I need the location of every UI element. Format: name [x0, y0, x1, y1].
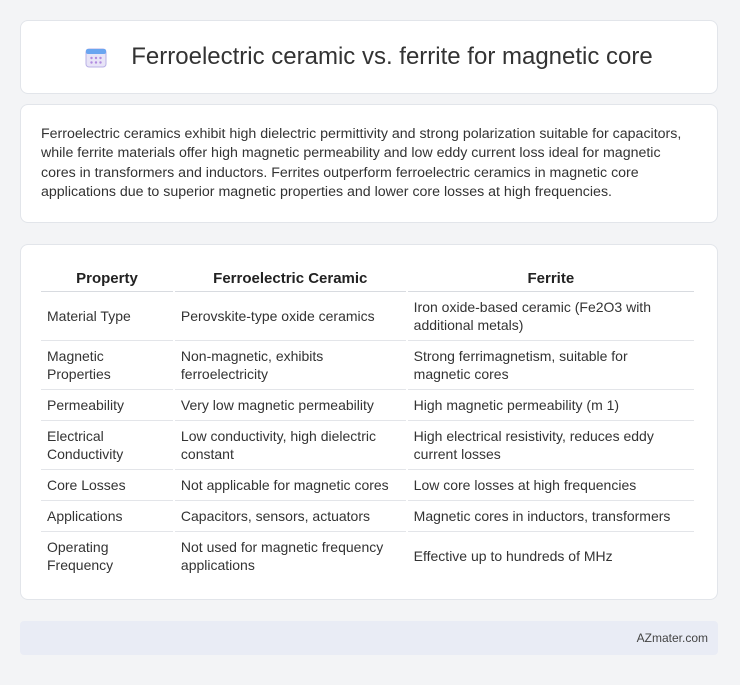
table-cell: High magnetic permeability (m 1): [408, 390, 694, 421]
table-cell: Not applicable for magnetic cores: [175, 470, 406, 501]
table-cell: Applications: [41, 501, 173, 532]
table-cell: Magnetic cores in inductors, transformers: [408, 501, 694, 532]
footer-brand: AZmater.com: [636, 631, 708, 645]
table-cell: Perovskite-type oxide ceramics: [175, 292, 406, 341]
summary-card: [20, 104, 718, 223]
column-header-ferroelectric: Ferroelectric Ceramic: [175, 263, 406, 292]
table-row: [41, 341, 694, 390]
table-cell: High electrical resistivity, reduces eddy current losses: [408, 421, 694, 470]
table-cell: Magnetic Properties: [41, 341, 173, 390]
table-cell: Low conductivity, high dielectric constant: [175, 421, 406, 470]
table-cell: Electrical Conductivity: [41, 421, 173, 470]
table-row: [41, 470, 694, 501]
comparison-table-card: [20, 244, 718, 600]
table-row: [41, 532, 694, 580]
column-header-ferrite: Ferrite: [408, 263, 694, 292]
summary-text: Ferroelectric ceramics exhibit high dielectric permittivity and strong polarization suitable for capacitors, while ferrite materials offer high magnetic permeability and low eddy current loss ideal for magnetic cores in transformers and inductors. Ferrites outperform ferroelectric ceramics in magnetic core applications due to superior magnetic properties and lower core losses at high frequencies.: [41, 126, 682, 200]
table-cell: Non-magnetic, exhibits ferroelectricity: [175, 341, 406, 390]
table-cell: Very low magnetic permeability: [175, 390, 406, 421]
table-cell: Strong ferrimagnetism, suitable for magnetic cores: [408, 341, 694, 390]
footer: [20, 621, 718, 655]
table-cell: Core Losses: [41, 470, 173, 501]
table-cell: Material Type: [41, 292, 173, 341]
table-header-row: [41, 263, 694, 292]
table-cell: Operating Frequency: [47, 539, 114, 573]
column-header-property: Property: [41, 263, 173, 292]
table-row: [41, 390, 694, 421]
table-cell: Effective up to hundreds of MHz: [413, 548, 613, 564]
table-cell: Not used for magnetic frequency applications: [180, 539, 384, 573]
title-card: [20, 20, 718, 94]
table-row: [41, 501, 694, 532]
table-row: [41, 292, 694, 341]
page-title: Ferroelectric ceramic vs. ferrite for magnetic core: [131, 43, 653, 70]
table-cell: Permeability: [41, 390, 173, 421]
table-cell: Iron oxide-based ceramic (Fe2O3 with additional metals): [408, 292, 694, 341]
table-cell: Low core losses at high frequencies: [408, 470, 694, 501]
table-cell: Capacitors, sensors, actuators: [175, 501, 406, 532]
calendar-icon: [85, 46, 107, 68]
comparison-table: [39, 263, 696, 580]
table-row: [41, 421, 694, 470]
